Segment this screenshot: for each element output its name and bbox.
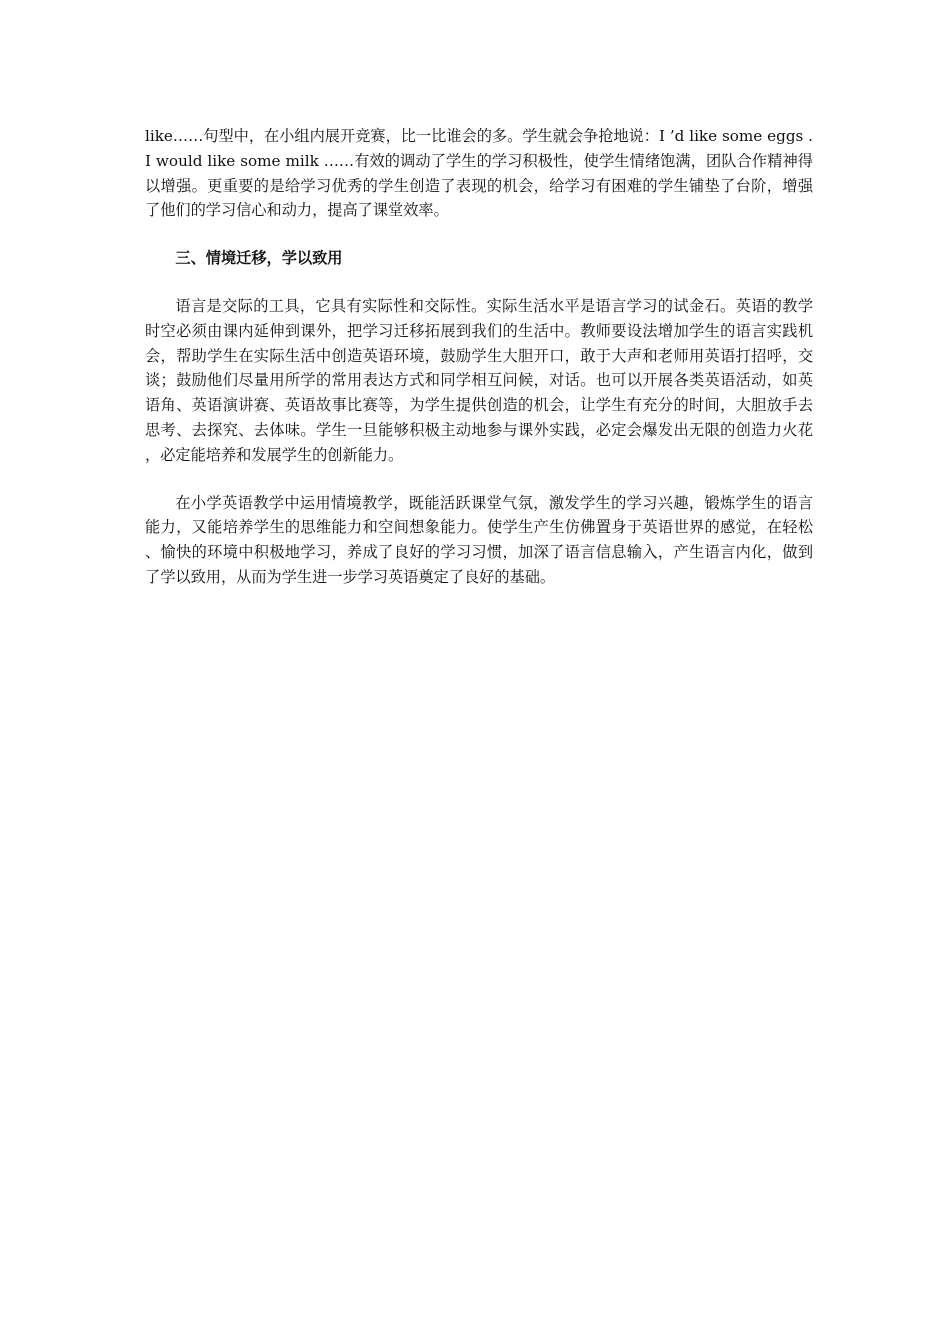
section-heading: 三、情境迁移，学以致用 bbox=[175, 249, 343, 268]
paragraph-continuation: like……句型中，在小组内展开竞赛，比一比谁会的多。学生就会争抢地说：I ’d like some eggs . I would like some milk ……有效的调动了学生的学习积极性，使学生情绪饱满，团队合作精神得以增强。更重要的是给学习优秀的学生创造了表现的机会，给学习有困难的学生铺垫了台阶，增强了他们的学习信心和动力，提高了课堂效率。 bbox=[145, 127, 813, 220]
paragraph-language-practice: 语言是交际的工具，它具有实际性和交际性。实际生活水平是语言学习的试金石。英语的教学时空必须由课内延伸到课外，把学习迁移拓展到我们的生活中。教师要设法增加学生的语言实践机会，帮助学生在实际生活中创造英语环境，鼓励学生大胆开口，敢于大声和老师用英语打招呼，交谈；鼓励他们尽量用所学的常用表达方式和同学相互问候，对话。也可以开展各类英语活动，如英语角、英语演讲赛、英语故事比赛等，为学生提供创造的机会，让学生有充分的时间，大胆放手去思考、去探究、去体味。学生一旦能够积极主动地参与课外实践，必定会爆发出无限的创造力火花，必定能培养和发展学生的创新能力。 bbox=[145, 296, 813, 464]
document-body bbox=[145, 124, 813, 613]
paragraph-conclusion: 在小学英语教学中运用情境教学，既能活跃课堂气氛，激发学生的学习兴趣，锻炼学生的语言能力，又能培养学生的思维能力和空间想象能力。使学生产生仿佛置身于英语世界的感觉，在轻松、愉快的环境中积极地学习，养成了良好的学习习惯，加深了语言信息输入，产生语言内化，做到了学以致用，从而为学生进一步学习英语奠定了良好的基础。 bbox=[145, 493, 813, 586]
